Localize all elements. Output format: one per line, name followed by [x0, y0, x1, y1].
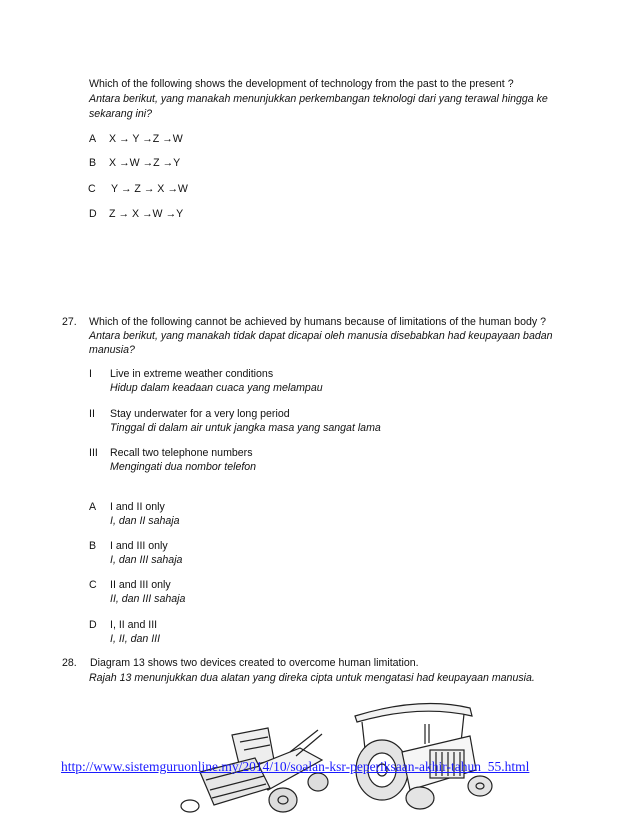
q26-option-c-text: Y → Z → X →W: [111, 183, 188, 195]
q27-option-b-en: I and III only: [110, 540, 168, 552]
q28-number: 28.: [62, 657, 77, 669]
q26-stem-ms-line1: Antara berikut, yang manakah menunjukkan perkembangan teknologi dari yang terawal hingga ke: [89, 93, 548, 105]
q26-option-b-text: X →W →Z →Y: [109, 157, 181, 169]
q27-option-c-letter: C: [89, 579, 97, 591]
q27-statement-1-ms: Hidup dalam keadaan cuaca yang melampau: [110, 382, 323, 394]
q27-stem-ms-line2: manusia?: [89, 344, 135, 356]
q27-statement-1-en: Live in extreme weather conditions: [110, 368, 274, 380]
q27-statement-3-ms: Mengingati dua nombor telefon: [110, 461, 257, 473]
q27-stem-ms-line1: Antara berikut, yang manakah tidak dapat dicapai oleh manusia disebabkan had keupayaan badan: [89, 330, 553, 342]
q27-option-a-letter: A: [89, 501, 97, 513]
q27-option-c-en: II and III only: [110, 579, 171, 591]
q27-statement-2-en: Stay underwater for a very long period: [110, 408, 290, 420]
q27-stem-en: Which of the following cannot be achieved by humans because of limitations of the human body ?: [89, 316, 546, 328]
q27-option-d-letter: D: [89, 619, 97, 631]
q27-option-b-ms: I, dan III sahaja: [110, 554, 183, 566]
q27-statement-3-en: Recall two telephone numbers: [110, 447, 253, 459]
q26-option-d-letter: D: [89, 208, 97, 220]
q27-option-b-letter: B: [89, 540, 97, 552]
q26-option-a-letter: A: [89, 133, 97, 145]
q27-option-d-ms: I, II, dan III: [110, 633, 161, 645]
q27-statement-1-numeral: I: [89, 368, 92, 380]
source-url-link[interactable]: http://www.sistemguruonline.my/2014/10/soalan-ksr-peperiksaan-akhir-tahun_55.html: [61, 759, 530, 774]
q27-option-d-en: I, II and III: [110, 619, 158, 631]
q28-stem-en: Diagram 13 shows two devices created to overcome human limitation.: [90, 657, 419, 669]
tractor-drawing: [355, 704, 492, 810]
q27-statement-2-ms: Tinggal di dalam air untuk jangka masa yang sangat lama: [110, 422, 381, 434]
q27-option-a-ms: I, dan II sahaja: [110, 515, 180, 527]
q26-option-b-letter: B: [89, 157, 97, 169]
q28-stem-ms: Rajah 13 menunjukkan dua alatan yang direka cipta untuk mengatasi had keupayaan manusia.: [89, 672, 535, 684]
q27-statement-2-numeral: II: [89, 408, 95, 420]
q26-stem-en: Which of the following shows the development of technology from the past to the present ?: [89, 78, 514, 90]
q26-option-d-text: Z → X →W →Y: [109, 208, 184, 220]
q26-option-a-text: X → Y →Z →W: [109, 133, 183, 145]
q26-option-c-letter: C: [88, 183, 96, 195]
q27-number: 27.: [62, 316, 77, 328]
q27-option-c-ms: II, dan III sahaja: [110, 593, 186, 605]
q27-option-a-en: I and II only: [110, 501, 165, 513]
q27-statement-3-numeral: III: [89, 447, 98, 459]
q26-stem-ms-line2: sekarang ini?: [89, 108, 153, 120]
